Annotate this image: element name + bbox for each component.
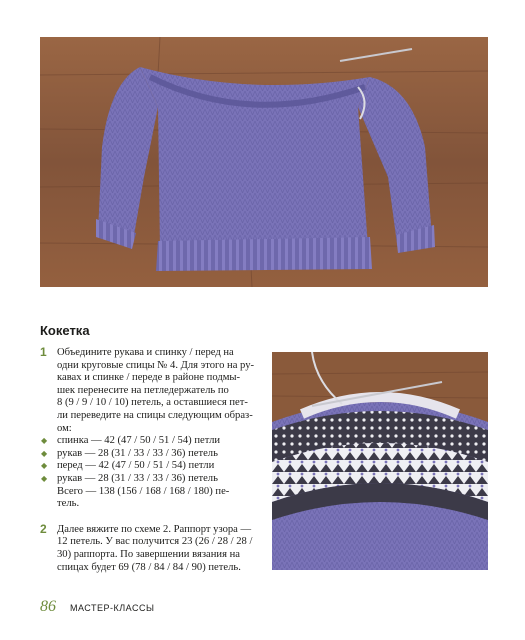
bullet-text: рукав — 28 (31 / 33 / 33 / 36) петель	[57, 472, 218, 484]
step-1	[40, 347, 262, 511]
text-line: 8 (9 / 9 / 10 / 10) петель, а оставшиеся пет-	[57, 397, 248, 409]
bullet-text: перед — 42 (47 / 50 / 51 / 54) петли	[57, 460, 215, 472]
text-line: Объедините рукава и спинку / перед на	[57, 347, 234, 358]
text-line: спицах будет 69 (78 / 84 / 84 / 90) петель.	[57, 561, 241, 573]
text-line: шек перенесите на петледержатель по	[57, 384, 229, 396]
sweater-illustration	[40, 37, 488, 287]
step-number: 1	[40, 345, 47, 359]
step-number: 2	[40, 521, 47, 536]
bullet-item	[41, 435, 262, 448]
text-line: Всего — 138 (156 / 168 / 168 / 180) пе-	[57, 485, 230, 497]
text-line: одни круговые спицы № 4. Для этого на ру-	[57, 359, 255, 371]
bullet-text: рукав — 28 (31 / 33 / 33 / 36) петель	[57, 447, 218, 459]
text-line: Далее вяжите по схеме 2. Раппорт узора —	[57, 523, 252, 535]
sweater-photo	[40, 37, 488, 287]
text-line: ли переведите на спицы следующим образ-	[57, 409, 253, 421]
bullet-item	[41, 460, 262, 473]
diamond-icon: ◆	[41, 461, 48, 471]
text-line: кавах и спинке / переде в районе подмы-	[57, 372, 241, 384]
page-number: 86	[40, 598, 56, 615]
running-head: МАСТЕР-КЛАССЫ	[70, 603, 155, 613]
text-line: ом:	[57, 422, 72, 434]
yoke-photo	[272, 352, 488, 570]
yoke-illustration	[272, 352, 488, 570]
diamond-icon: ◆	[41, 436, 48, 446]
diamond-icon: ◆	[41, 473, 48, 483]
instructions	[40, 347, 262, 574]
bullet-text: спинка — 42 (47 / 50 / 51 / 54) петли	[57, 435, 221, 447]
bullet-item	[41, 472, 262, 486]
step-2	[40, 521, 262, 574]
text-line: 12 петель. У вас получится 23 (26 / 28 / 28 /	[57, 536, 253, 548]
text-line: 30) раппорта. По завершении вязания на	[57, 548, 240, 560]
section-title: Кокетка	[40, 323, 90, 338]
text-line: тель.	[57, 498, 80, 510]
bullet-item	[41, 447, 262, 461]
diamond-icon: ◆	[41, 448, 48, 458]
